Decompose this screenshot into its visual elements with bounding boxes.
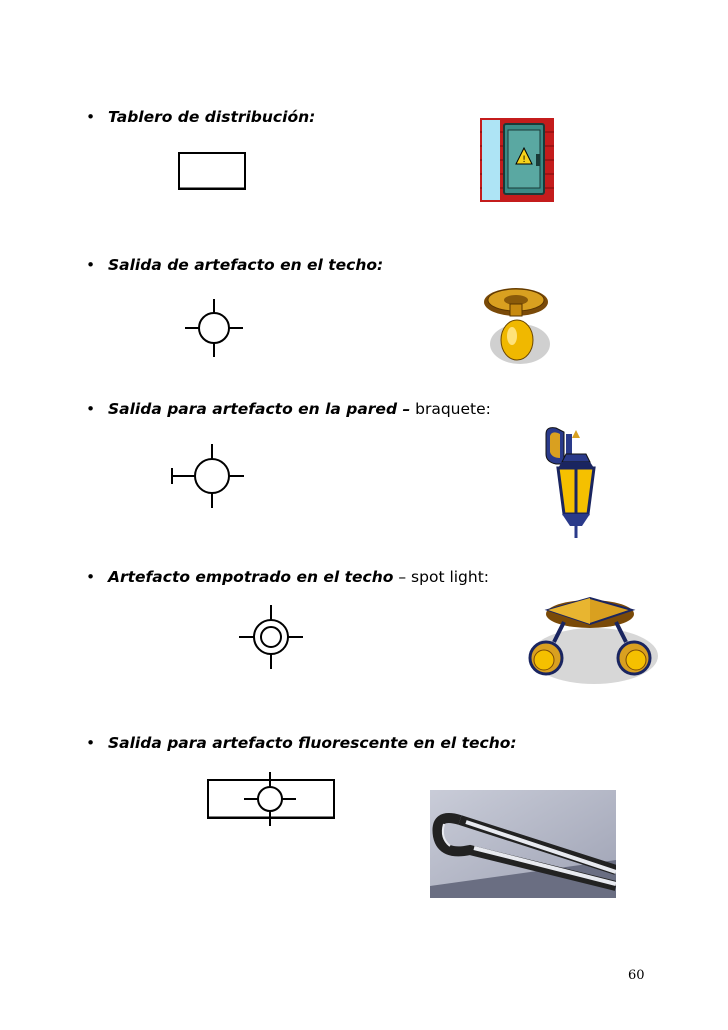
item-title: Artefacto empotrado en el techo — [108, 568, 394, 586]
item-suffix: : — [510, 734, 517, 752]
tablero-symbol — [176, 150, 250, 192]
item-title: Salida para artefacto en la pared – — [108, 400, 411, 418]
wall-outlet-symbol — [166, 440, 248, 512]
wall-lantern-icon — [536, 424, 612, 542]
item-extra: – spot light: — [393, 568, 490, 586]
svg-text:!: ! — [522, 155, 526, 165]
item-extra: braquete: — [410, 400, 491, 418]
distribution-panel-icon — [480, 118, 554, 202]
list-item-techo — [86, 256, 383, 274]
bullet: • — [86, 108, 96, 126]
spot-light-icon — [524, 596, 660, 688]
item-title: Salida para artefacto fluorescente en el techo — [108, 734, 511, 752]
bullet: • — [86, 256, 96, 274]
page-number: 60 — [628, 968, 645, 983]
item-suffix: : — [309, 108, 316, 126]
list-item-fluorescente — [86, 734, 517, 752]
recessed-light-symbol — [236, 602, 306, 672]
item-suffix: : — [377, 256, 384, 274]
list-item-empotrado — [86, 568, 489, 586]
bullet: • — [86, 568, 96, 586]
bullet: • — [86, 400, 96, 418]
ceiling-outlet-symbol — [182, 296, 246, 360]
list-item-tablero — [86, 108, 315, 126]
item-title: Tablero de distribución — [108, 108, 310, 126]
ceiling-bulb-icon — [482, 284, 556, 366]
item-title: Salida de artefacto en el techo — [108, 256, 378, 274]
fluorescent-outlet-symbol — [204, 770, 338, 830]
fluorescent-tube-photo — [430, 790, 616, 898]
bullet: • — [86, 734, 96, 752]
list-item-pared — [86, 400, 491, 418]
